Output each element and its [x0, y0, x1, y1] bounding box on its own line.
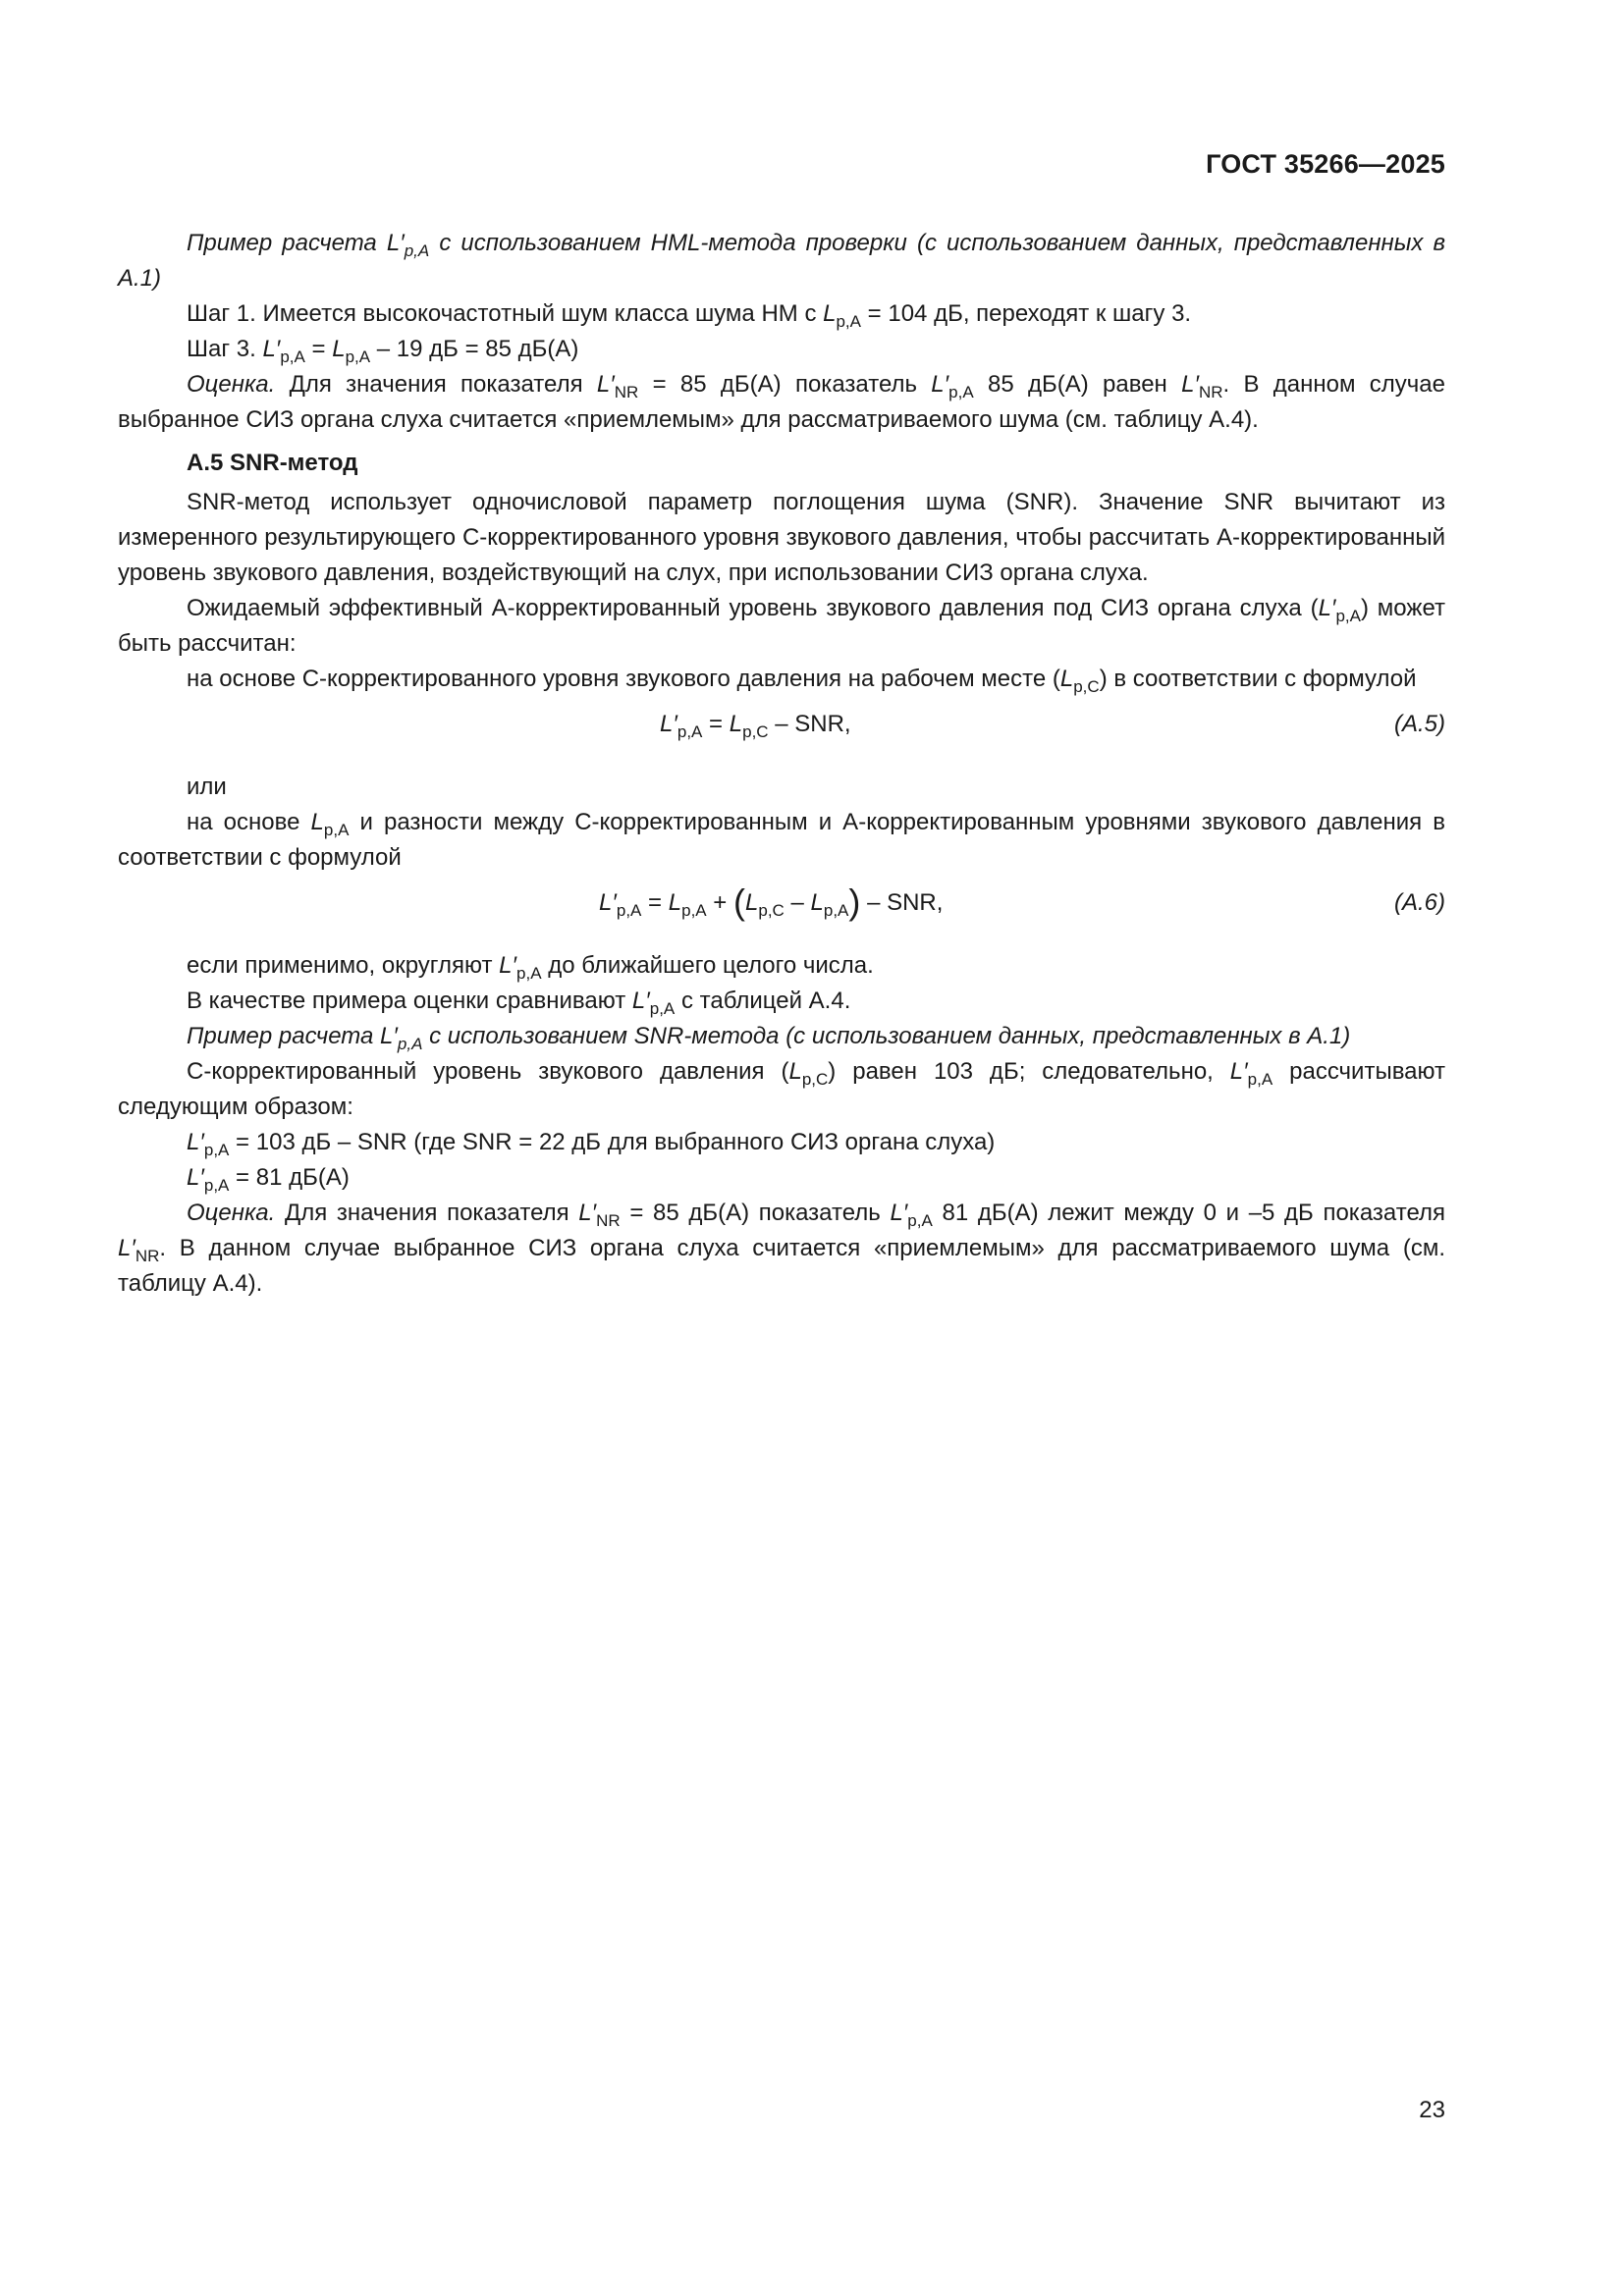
formula-a5-expression: $L'_{p,A} = L_{p,C}$ – SNR,	[660, 711, 851, 741]
rounding-paragraph: если применимо, округляют $L'_{p,A}$ до ближайшего целого числа.	[187, 952, 874, 983]
document-code: ГОСТ 35266—2025	[1206, 149, 1445, 179]
hml-step-1: Шаг 1. Имеется высокочастотный шум класса шума НМ с $L_{p,A} = 104$ дБ, переходят к шагу 3.	[187, 300, 1192, 331]
snr-evaluation: Оценка. Для значения показателя $L'_{NR} = 85$ дБ(А) показатель $L'_{p,A}$ 81 дБ(А) лежит между 0 и –5 дБ показателя $L'_{NR}$. В данном случае выбранное СИЗ органа слуха считается «приемлемым» для рассматриваемого шума (см. таблицу А.4).	[118, 1200, 1446, 1297]
page-number: 23	[1419, 2097, 1445, 2123]
a-weighted-basis-paragraph: на основе $L_{p,A}$ и разности между С-корректированным и А-корректированным уровнями звукового давления в соответствии с формулой	[118, 809, 1445, 871]
snr-calculation-2: $L'_{p,A} = 81$ дБ(А)	[187, 1164, 350, 1195]
formula-a5-number: (А.5)	[1393, 711, 1445, 737]
expected-level-paragraph: Ожидаемый эффективный А-корректированный уровень звукового давления под СИЗ органа слуха $(L'_{p,A})$ может быть рассчитан:	[118, 595, 1445, 657]
snr-calculation-1: $L'_{p,A} = 103$ дБ – SNR (где SNR = 22 дБ для выбранного СИЗ органа слуха)	[187, 1129, 996, 1159]
snr-intro-paragraph: SNR-метод использует одночисловой параметр поглощения шума (SNR). Значение SNR вычитают из измеренного результирующего С-корректированного уровня звукового давления, чтобы рассчитать А-корректированный уровень звукового давления, воздействующий на слух, при использовании СИЗ органа слуха.	[118, 489, 1445, 586]
formula-a6-number: (А.6)	[1393, 889, 1445, 916]
c-weighted-basis-paragraph: на основе С-корректированного уровня звукового давления на рабочем месте $(L_{p,C})$ в соответствии с формулой	[187, 666, 1417, 696]
formula-a6-expression: $L'_{p,A} = L_{p,A} + (L_{p,C} - L_{p,A})$ – SNR,	[599, 881, 944, 922]
hml-step-3: Шаг 3. $L'_{p,A} = L_{p,A} - 19$ дБ = 85 дБ(А)	[187, 336, 579, 366]
snr-example-title: Пример расчета $L'_{p,A}$ с использованием SNR-метода (с использованием данных, представленных в А.1)	[187, 1023, 1351, 1053]
hml-evaluation: Оценка. Для значения показателя $L'_{NR} = 85$ дБ(А) показатель $L'_{p,A}$ 85 дБ(А) равен $L'_{NR}$. В данном случае выбранное СИЗ органа слуха считается «приемлемым» для рассматриваемого шума (см. таблицу А.4).	[118, 371, 1445, 433]
formula-a5	[118, 697, 1445, 758]
comparison-paragraph: В качестве примера оценки сравнивают $L'_{p,A}$ с таблицей А.4.	[187, 988, 851, 1018]
hml-example-title: Пример расчета $L'_{p,A}$ с использованием HML-метода проверки (с использованием данных, представленных в А.1)	[118, 230, 1445, 292]
section-heading: А.5 SNR-метод	[187, 450, 358, 476]
snr-example-line: С-корректированный уровень звукового давления $(L_{p,C})$ равен 103 дБ; следовательно, $L'_{p,A}$ рассчитывают следующим образом:	[118, 1058, 1445, 1120]
or-text: или	[187, 774, 227, 800]
page-content	[118, 226, 1445, 1302]
formula-a6	[118, 876, 1445, 936]
